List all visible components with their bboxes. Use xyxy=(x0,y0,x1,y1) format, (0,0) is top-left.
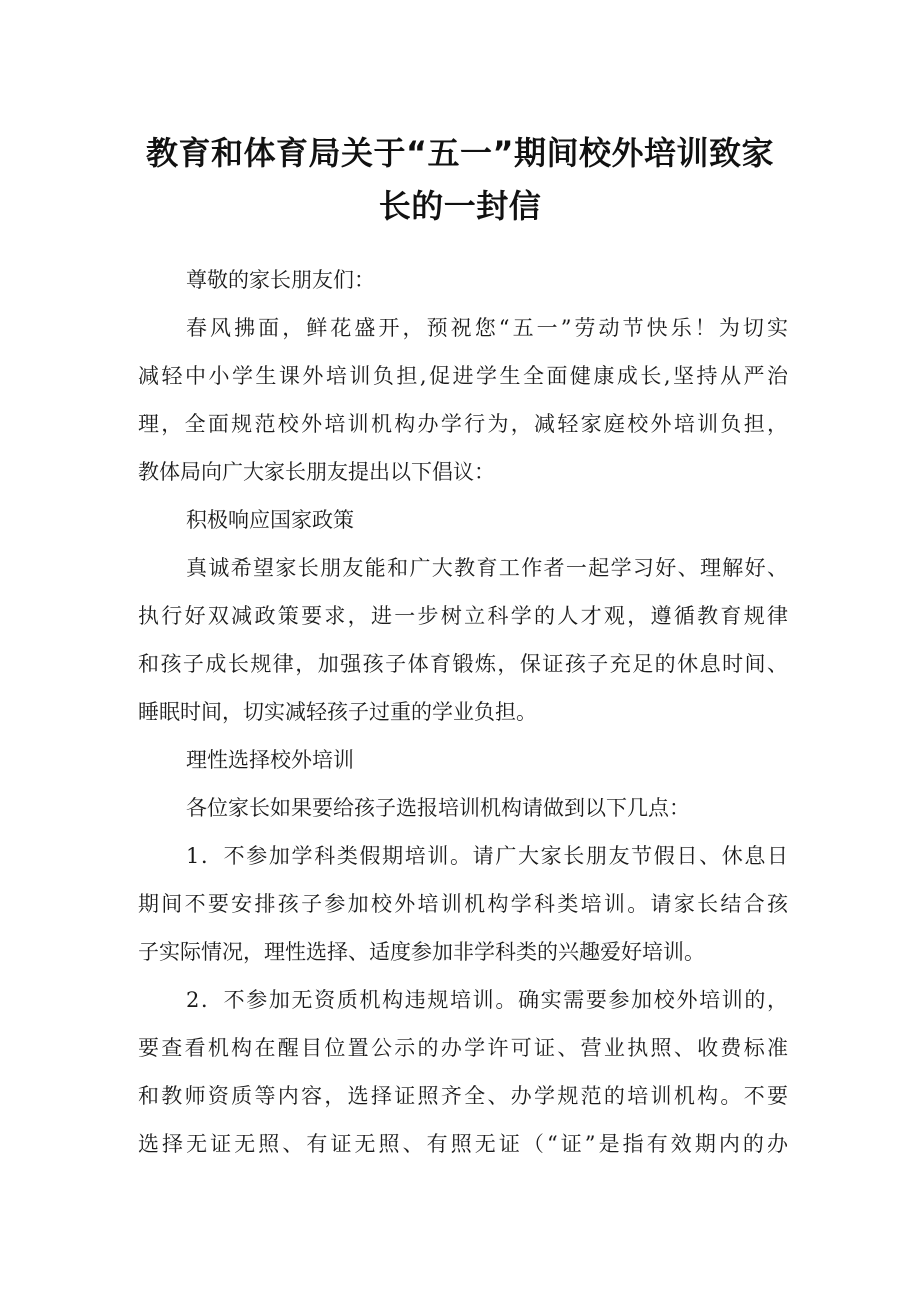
paragraph-line: 减轻中小学生课外培训负担,促进学生全面健康成长,坚持从严治 xyxy=(138,364,788,388)
list-item-line: 期间不要安排孩子参加校外培训机构学科类培训。请家长结合孩 xyxy=(138,892,788,916)
title-line-1: 教育和体育局关于“五一”期间校外培训致家 xyxy=(145,134,775,172)
paragraph-line: 睡眠时间，切实减轻孩子过重的学业负担。 xyxy=(138,700,537,724)
section-heading: 理性选择校外培训 xyxy=(186,748,354,772)
title-line-2: 长的一封信 xyxy=(378,187,542,225)
list-item-line: 选择无证无照、有证无照、有照无证（“证”是指有效期内的办 xyxy=(138,1132,788,1156)
list-item-line: 要查看机构在醒目位置公示的办学许可证、营业执照、收费标准 xyxy=(138,1036,788,1060)
paragraph-line: 和孩子成长规律，加强孩子体育锻炼，保证孩子充足的休息时间、 xyxy=(138,652,788,676)
list-item-line: 和教师资质等内容，选择证照齐全、办学规范的培训机构。不要 xyxy=(138,1084,788,1108)
paragraph-line: 各位家长如果要给孩子选报培训机构请做到以下几点： xyxy=(186,796,690,820)
paragraph-line: 春风拂面，鲜花盛开，预祝您“五一”劳动节快乐！为切实 xyxy=(186,316,788,340)
greeting: 尊敬的家长朋友们： xyxy=(186,268,375,292)
section-heading: 积极响应国家政策 xyxy=(186,508,354,532)
paragraph-line: 教体局向广大家长朋友提出以下倡议： xyxy=(138,460,495,484)
paragraph-line: 理，全面规范校外培训机构办学行为，减轻家庭校外培训负担， xyxy=(138,412,788,436)
list-item-line: 子实际情况，理性选择、适度参加非学科类的兴趣爱好培训。 xyxy=(138,940,705,964)
paragraph-line: 真诚希望家长朋友能和广大教育工作者一起学习好、理解好、 xyxy=(186,556,788,580)
paragraph-line: 执行好双减政策要求，进一步树立科学的人才观，遵循教育规律 xyxy=(138,604,788,628)
list-item-line: 1．不参加学科类假期培训。请广大家长朋友节假日、休息日 xyxy=(186,844,788,868)
list-item-line: 2．不参加无资质机构违规培训。确实需要参加校外培训的， xyxy=(186,988,788,1012)
